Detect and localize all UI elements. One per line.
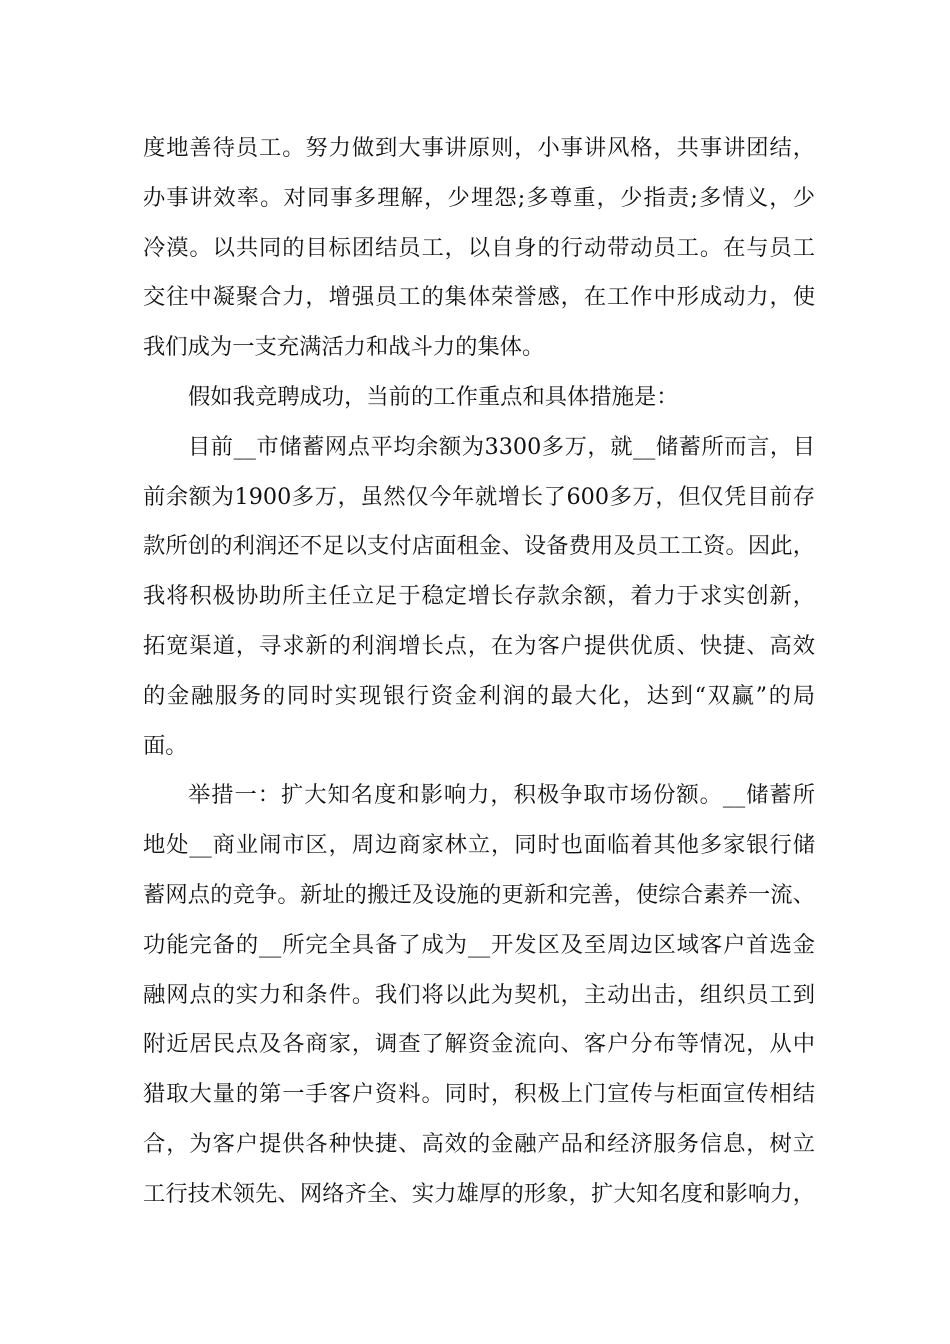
text-line: 冷漠。以共同的目标团结员工，以自身的行动带动员工。在与员工 <box>143 234 815 261</box>
paragraph-first-line: 假如我竞聘成功，当前的工作重点和具体措施是： <box>188 383 679 410</box>
paragraph-first-line: 目前__市储蓄网点平均余额为3300多万，就__储蓄所而言，目 <box>188 433 815 460</box>
text-line: 办事讲效率。对同事多理解，少埋怨;多尊重，少指责;多情义，少 <box>143 184 815 211</box>
text-line: 度地善待员工。努力做到大事讲原则，小事讲风格，共事讲团结， <box>143 135 815 161</box>
text-line: 融网点的实力和条件。我们将以此为契机，主动出击，组织员工到 <box>143 981 815 1008</box>
text-line: 我将积极协助所主任立足于稳定增长存款余额，着力于求实创新， <box>143 583 815 610</box>
text-line: 地处__商业闹市区，周边商家林立，同时也面临着其他多家银行储 <box>143 832 815 859</box>
text-line: 前余额为1900多万，虽然仅今年就增长了600多万，但仅凭目前存 <box>143 483 815 510</box>
text-line: 款所创的利润还不足以支付店面租金、设备费用及员工工资。因此， <box>143 533 815 560</box>
text-line: 的金融服务的同时实现银行资金利润的最大化，达到“双赢”的局 <box>143 682 815 709</box>
paragraph-first-line: 举措一：扩大知名度和影响力，积极争取市场份额。__储蓄所 <box>188 782 815 809</box>
text-line: 交往中凝聚合力，增强员工的集体荣誉感，在工作中形成动力，使 <box>143 284 815 311</box>
text-line: 拓宽渠道，寻求新的利润增长点，在为客户提供优质、快捷、高效 <box>143 632 815 659</box>
text-line: 猎取大量的第一手客户资料。同时，积极上门宣传与柜面宣传相结 <box>143 1081 815 1108</box>
text-line: 功能完备的__所完全具备了成为__开发区及至周边区域客户首选金 <box>143 931 815 958</box>
text-line: 我们成为一支充满活力和战斗力的集体。 <box>143 334 545 361</box>
text-line: 附近居民点及各商家，调查了解资金流向、客户分布等情况，从中 <box>143 1031 815 1058</box>
text-line: 面。 <box>143 732 188 759</box>
text-line: 蓄网点的竞争。新址的搬迁及设施的更新和完善，使综合素养一流、 <box>143 881 815 908</box>
document-body <box>143 124 815 1220</box>
text-line: 合，为客户提供各种快捷、高效的金融产品和经济服务信息，树立 <box>143 1130 815 1157</box>
text-line: 工行技术领先、网络齐全、实力雄厚的形象，扩大知名度和影响力， <box>143 1180 815 1207</box>
